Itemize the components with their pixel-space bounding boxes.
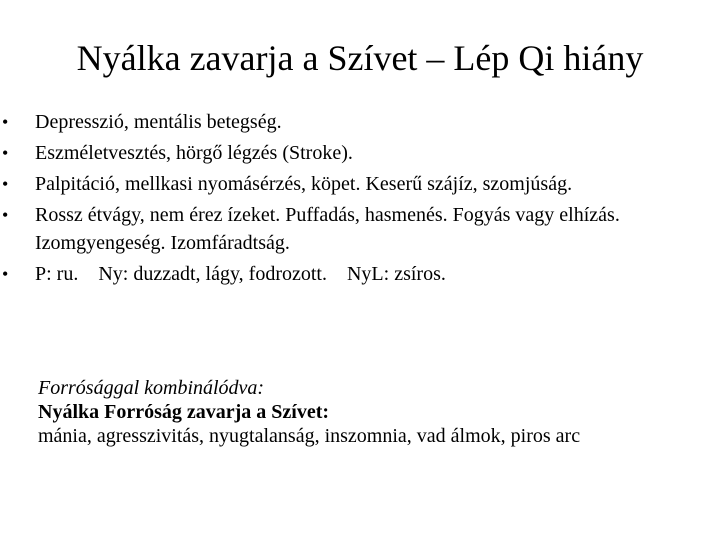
bullet-icon: • (2, 264, 9, 284)
list-item-text: Rossz étvágy, nem érez ízeket. Puffadás, hasmenés. Fogyás vagy elhízás. Izomgyengeség. Izomfáradtság. (35, 204, 625, 254)
bullet-icon: • (2, 143, 9, 163)
slide-title: Nyálka zavarja a Szívet – Lép Qi hiány (76, 38, 644, 78)
list-item (0, 201, 720, 257)
list-item (0, 170, 720, 198)
combined-pattern-block (38, 376, 678, 448)
combined-symptoms: mánia, agresszivitás, nyugtalanság, inszomnia, vad álmok, piros arc (38, 425, 581, 447)
list-item-text: Palpitáció, mellkasi nyomásérzés, köpet. Keserű szájíz, szomjúság. (35, 173, 573, 195)
list-item-text: Depresszió, mentális betegség. (35, 111, 282, 133)
list-item-text: Eszméletvesztés, hörgő légzés (Stroke). (35, 142, 353, 164)
bullet-icon: • (2, 112, 9, 132)
list-item (0, 260, 720, 288)
list-item (0, 139, 720, 167)
list-item (0, 108, 720, 136)
combined-subheading: Nyálka Forróság zavarja a Szívet: (38, 401, 330, 423)
list-item-text: P: ru. Ny: duzzadt, lágy, fodrozott. NyL: zsíros. (35, 263, 446, 285)
combined-heading: Forrósággal kombinálódva: (38, 377, 265, 399)
bullet-icon: • (2, 205, 9, 225)
bullet-icon: • (2, 174, 9, 194)
symptom-list (0, 108, 720, 291)
